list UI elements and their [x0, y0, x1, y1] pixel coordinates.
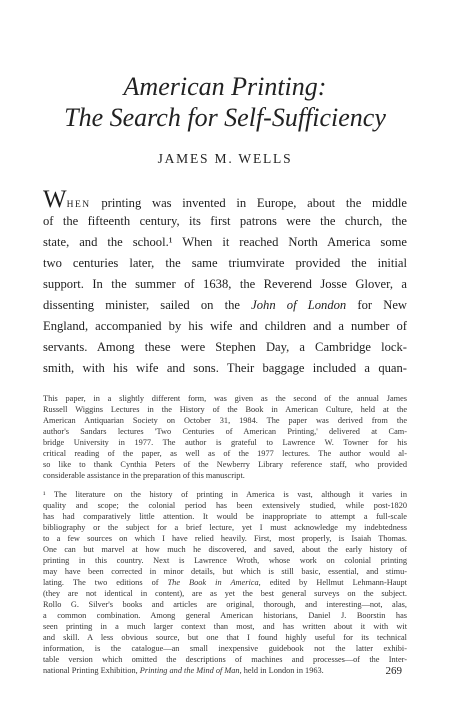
intro-note-line: so like to thank Cynthia Peters of the Newberry Library reference staff, who provided — [43, 460, 407, 469]
footnote-line: ¹ The literature on the history of printing in America is vast, although it varies in — [43, 490, 407, 499]
footnote-line: bibliography or the subject for a brief lecture, yet I must acknowledge my indebtedness — [43, 523, 407, 532]
author-name: JAMES M. WELLS — [157, 151, 293, 166]
footnote-line: table version which omitted the descriptions of machines and processes—of the Inter- — [43, 655, 407, 664]
intro-note-line: considerable assistance in the preparation of this manuscript. — [43, 471, 245, 480]
body-line-2: of the fifteenth century, its first patrons were the church, the — [43, 214, 407, 228]
page-number: 269 — [385, 665, 402, 677]
body-line-3: state, and the school.¹ When it reached North America some — [43, 235, 407, 249]
footnote-line: printing in this country. Next is Lawrence Wroth, whose work on colonial printing — [43, 556, 407, 565]
article-title-line-1: American Printing: — [123, 72, 327, 101]
intro-note-line: critical reading of the paper, as well as of the 1977 lectures. The author would al- — [43, 449, 407, 458]
ship-name: John of London — [251, 298, 347, 312]
footnote-line: to a few sources on which I have relied heavily. First, most properly, is Isaiah Thomas. — [43, 534, 407, 543]
footnote-line: quality and scope; the colonial period has been extensively studied, while post-1820 — [43, 501, 407, 510]
drop-cap: W — [43, 186, 67, 213]
footnote-line: (they are not identical in content), are as yet the best general surveys on the subject. — [43, 589, 407, 598]
footnote-line: may have been corrected in minor details, but which is still basic, essential, and stimu- — [43, 567, 407, 576]
footnote-line: information, is the catalogue—an small inexpensive guidebook not the latter exhibi- — [43, 644, 407, 653]
body-line-4: two centuries later, the same triumvirate provided the initial — [43, 256, 407, 270]
footnote-line: national Printing Exhibition, Printing and the Mind of Man, held in London in 1963. — [43, 666, 324, 675]
footnote-line: a common combination. Among general American historians, Daniel J. Boorstin has — [43, 611, 407, 620]
body-line-6: dissenting minister, sailed on the John of London for New — [43, 298, 408, 312]
intro-note-line: American Antiquarian Society on October 31, 1984. The paper was derived from the — [43, 416, 407, 425]
article-title-line-2: The Search for Self-Sufficiency — [64, 103, 386, 132]
book-title: The Book in America — [167, 578, 259, 587]
footnote-line: Rollo G. Silver's books and articles are original, thorough, and interesting—not, alas, — [43, 600, 407, 609]
body-line-9: smith, with his wife and sons. Their baggage included a quan- — [43, 361, 407, 375]
body-line-5: support. In the summer of 1638, the Reverend Josse Glover, a — [43, 277, 407, 291]
intro-note-line: author's Sandars lectures 'Two Centuries of American Printing,' delivered at Cam- — [43, 427, 407, 436]
footnote-line: lating. The two editions of The Book in America, edited by Hellmut Lehmann-Haupt — [43, 578, 407, 587]
body-line-1: WHEN printing was invented in Europe, about the middle — [43, 186, 407, 213]
first-word-smallcaps: HEN — [66, 200, 91, 210]
exhibition-title: Printing and the Mind of Man — [139, 666, 240, 675]
body-line-8: servants. Among these were Stephen Day, a Cambridge lock- — [43, 340, 407, 354]
intro-note-line: This paper, in a slightly different form, was given as the second of the annual James — [43, 394, 407, 403]
footnote-line: has had comparatively little attention. It would be inappropriate to attempt a full-scale — [43, 512, 407, 521]
footnote-line: One can but marvel at how much he discovered, and saved, about the early history of — [43, 545, 407, 554]
footnote-line: seen printing in a much larger context than most, and has written about it with wit — [43, 622, 407, 631]
intro-note-line: bridge University in 1977. The author is grateful to Lawrence W. Towner for his — [43, 438, 407, 447]
footnote-line: and skill. A less obvious source, but one that I found highly useful for its technical — [43, 633, 407, 642]
body-line-7: England, accompanied by his wife and children and a number of — [43, 319, 407, 333]
intro-note-line: Russell Wiggins Lectures in the History of the Book in American Culture, held at the — [43, 405, 407, 414]
